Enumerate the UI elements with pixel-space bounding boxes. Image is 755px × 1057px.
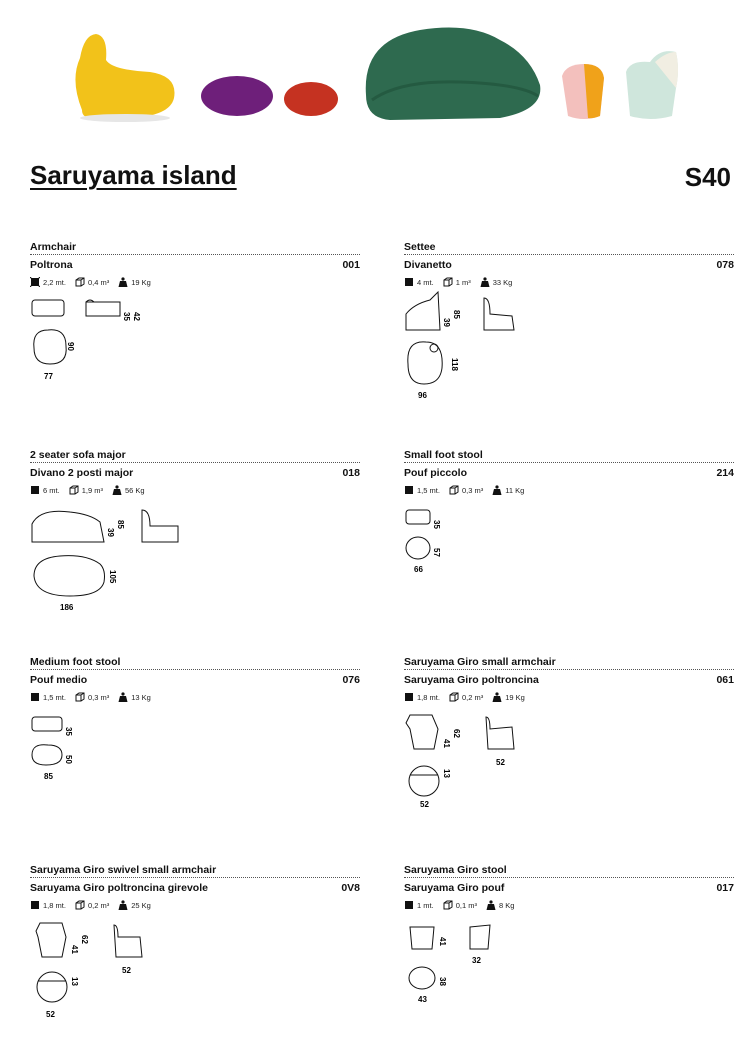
unit-mt: mt.: [49, 485, 60, 495]
product-name-en: Settee: [404, 241, 436, 253]
unit-m3: m³: [100, 900, 110, 910]
unit-kg: Kg: [515, 485, 525, 495]
dim-label: 118: [450, 358, 459, 371]
dim-label: 43: [418, 995, 427, 1004]
weight-value: 33: [492, 277, 502, 287]
yellow-armchair-photo: [75, 34, 174, 122]
unit-mt: mt.: [55, 692, 66, 702]
technical-drawing: [404, 284, 734, 434]
svg-text:35: [64, 727, 73, 736]
fabric-value: 6: [43, 485, 48, 495]
svg-text:50: [64, 755, 73, 764]
product-name-it: Saruyama Giro poltroncina girevole: [30, 882, 208, 894]
unit-kg: Kg: [141, 277, 151, 287]
red-pouf-photo: [284, 82, 338, 116]
dotted-divider: [30, 669, 360, 670]
product-code: 214: [716, 467, 734, 479]
svg-text:105: [108, 570, 117, 584]
product-name-en: Small foot stool: [404, 449, 483, 461]
volume-value: 0,1: [455, 900, 467, 910]
svg-text:77: [44, 372, 53, 381]
unit-mt: mt.: [423, 900, 434, 910]
dim-label: 50: [64, 755, 73, 764]
dim-label: 62: [80, 935, 89, 944]
svg-text:66: [414, 565, 423, 574]
unit-kg: Kg: [503, 277, 513, 287]
svg-text:90: [66, 342, 75, 351]
unit-kg: Kg: [141, 692, 151, 702]
technical-drawing: [30, 907, 360, 1057]
weight-value: 19: [505, 692, 514, 702]
volume-value: 0,2: [461, 692, 473, 702]
svg-text:52: [496, 758, 505, 767]
pink-stool-photo: [562, 64, 604, 119]
svg-text:85: [44, 772, 53, 781]
product-name-en: Saruyama Giro small armchair: [404, 656, 556, 668]
product-code: 078: [716, 259, 734, 271]
svg-text:35: [122, 312, 131, 321]
product-entry-giro-small-armchair: [404, 655, 734, 845]
unit-m3: m³: [468, 900, 477, 910]
dim-label: 38: [438, 977, 447, 986]
svg-text:62: [80, 935, 89, 944]
unit-kg: Kg: [141, 900, 151, 910]
fabric-value: 1,5: [417, 485, 428, 495]
svg-text:39: [106, 528, 115, 537]
dotted-divider: [404, 669, 734, 670]
unit-m3: m³: [461, 277, 471, 287]
product-entry-settee: [404, 240, 734, 430]
svg-text:13: [442, 769, 451, 778]
technical-drawing: [404, 492, 734, 642]
collection-code: S40: [684, 162, 731, 192]
technical-drawing: [404, 907, 734, 1057]
product-name-it: Saruyama Giro poltroncina: [404, 674, 539, 686]
product-code: 018: [342, 467, 360, 479]
svg-text:13: [70, 977, 79, 986]
svg-text:35: [432, 520, 441, 529]
svg-text:52: [122, 966, 131, 975]
technical-drawing: [30, 284, 360, 434]
product-name-en: Saruyama Giro swivel small armchair: [30, 864, 217, 876]
dim-label: 35: [432, 520, 441, 529]
dim-label: 52: [46, 1010, 55, 1019]
page-title: Saruyama island: [30, 160, 237, 190]
dotted-divider: [30, 877, 360, 878]
unit-mt: mt.: [429, 485, 440, 495]
dotted-divider: [404, 877, 734, 878]
fabric-value: 1: [417, 900, 422, 910]
svg-text:85: [116, 520, 125, 529]
product-photo-strip: [0, 0, 755, 140]
product-entry-sofa-major: [30, 448, 360, 638]
dim-label: 41: [438, 937, 447, 946]
svg-text:42: [132, 312, 141, 321]
dim-label: 186: [60, 603, 74, 612]
weight-value: 11: [505, 485, 514, 495]
svg-text:32: [472, 956, 481, 965]
fabric-value: 1,8: [43, 900, 54, 910]
svg-text:52: [420, 800, 429, 809]
product-name-it: Pouf medio: [30, 674, 88, 686]
product-name-it: Divano 2 posti major: [30, 467, 134, 479]
dim-label: 39: [442, 318, 451, 327]
svg-text:96: [418, 391, 427, 400]
dim-label: 13: [70, 977, 79, 986]
product-name-it: Saruyama Giro pouf: [404, 882, 505, 894]
product-code: 076: [342, 674, 360, 686]
volume-value: 1,9: [81, 485, 93, 495]
weight-value: 13: [131, 692, 140, 702]
dim-label: 41: [442, 739, 451, 748]
dim-label: 85: [116, 520, 125, 529]
unit-mt: mt.: [429, 692, 440, 702]
product-name-it: Divanetto: [404, 259, 452, 271]
unit-m3: m³: [100, 277, 110, 287]
weight-value: 56: [124, 485, 134, 495]
product-code: 0V8: [341, 882, 360, 894]
volume-value: 1: [455, 277, 460, 287]
svg-text:57: [432, 548, 441, 557]
technical-drawing: [404, 699, 734, 849]
product-name-it: Pouf piccolo: [404, 467, 467, 479]
volume-value: 0,3: [461, 485, 473, 495]
dotted-divider: [404, 254, 734, 255]
dim-label: 35: [122, 312, 131, 321]
dim-label: 85: [44, 772, 53, 781]
dim-label: 42: [132, 312, 141, 321]
unit-m3: m³: [100, 692, 110, 702]
product-entry-armchair: [30, 240, 360, 430]
dim-label: 105: [108, 570, 117, 584]
purple-pouf-photo: [201, 76, 273, 116]
unit-mt: mt.: [55, 900, 66, 910]
weight-value: 25: [131, 900, 140, 910]
dim-label: 52: [496, 758, 505, 767]
dim-label: 32: [472, 956, 481, 965]
unit-mt: mt.: [55, 277, 66, 287]
dim-label: 52: [122, 966, 131, 975]
weight-value: 8: [498, 900, 504, 910]
product-code: 001: [342, 259, 360, 271]
product-code: 017: [716, 882, 734, 894]
product-name-en: Saruyama Giro stool: [404, 864, 507, 876]
unit-mt: mt.: [423, 277, 434, 287]
product-entry-small-foot-stool: [404, 448, 734, 638]
dotted-divider: [404, 462, 734, 463]
mint-armchair-photo: [626, 51, 678, 119]
weight-value: 19: [131, 277, 140, 287]
product-name-en: Armchair: [30, 241, 77, 253]
product-code: 061: [716, 674, 734, 686]
dim-label: 77: [44, 372, 53, 381]
svg-text:39: [442, 318, 451, 327]
dim-label: 52: [420, 800, 429, 809]
svg-text:62: [452, 729, 461, 738]
svg-text:186: [60, 603, 74, 612]
unit-kg: Kg: [135, 485, 145, 495]
product-entry-medium-foot-stool: [30, 655, 360, 845]
dim-label: 85: [452, 310, 461, 319]
svg-text:118: [450, 358, 459, 371]
volume-value: 0,4: [87, 277, 99, 287]
unit-m3: m³: [474, 485, 484, 495]
fabric-value: 1,5: [43, 692, 54, 702]
volume-value: 0,3: [87, 692, 99, 702]
dim-label: 41: [70, 945, 79, 954]
svg-text:43: [418, 995, 427, 1004]
fabric-value: 4: [417, 277, 422, 287]
dim-label: 90: [66, 342, 75, 351]
fabric-value: 2,2: [43, 277, 54, 287]
dim-label: 13: [442, 769, 451, 778]
volume-value: 0,2: [87, 900, 99, 910]
svg-text:41: [70, 945, 79, 954]
dim-label: 39: [106, 528, 115, 537]
product-name-it: Poltrona: [30, 259, 73, 271]
svg-text:38: [438, 977, 447, 986]
green-settee-photo: [366, 28, 541, 120]
fabric-value: 1,8: [417, 692, 428, 702]
svg-text:52: [46, 1010, 55, 1019]
svg-text:41: [442, 739, 451, 748]
technical-drawing: [30, 699, 360, 849]
svg-text:85: [452, 310, 461, 319]
dim-label: 66: [414, 565, 423, 574]
product-name-en: Medium foot stool: [30, 656, 121, 668]
dim-label: 62: [452, 729, 461, 738]
unit-kg: Kg: [505, 900, 515, 910]
product-name-en: 2 seater sofa major: [30, 449, 126, 461]
dotted-divider: [30, 254, 360, 255]
unit-m3: m³: [474, 692, 484, 702]
unit-kg: Kg: [515, 692, 525, 702]
dim-label: 35: [64, 727, 73, 736]
dim-label: 57: [432, 548, 441, 557]
technical-drawing: [30, 492, 360, 642]
dim-label: 96: [418, 391, 427, 400]
dotted-divider: [30, 462, 360, 463]
svg-text:41: [438, 937, 447, 946]
unit-m3: m³: [94, 485, 103, 495]
